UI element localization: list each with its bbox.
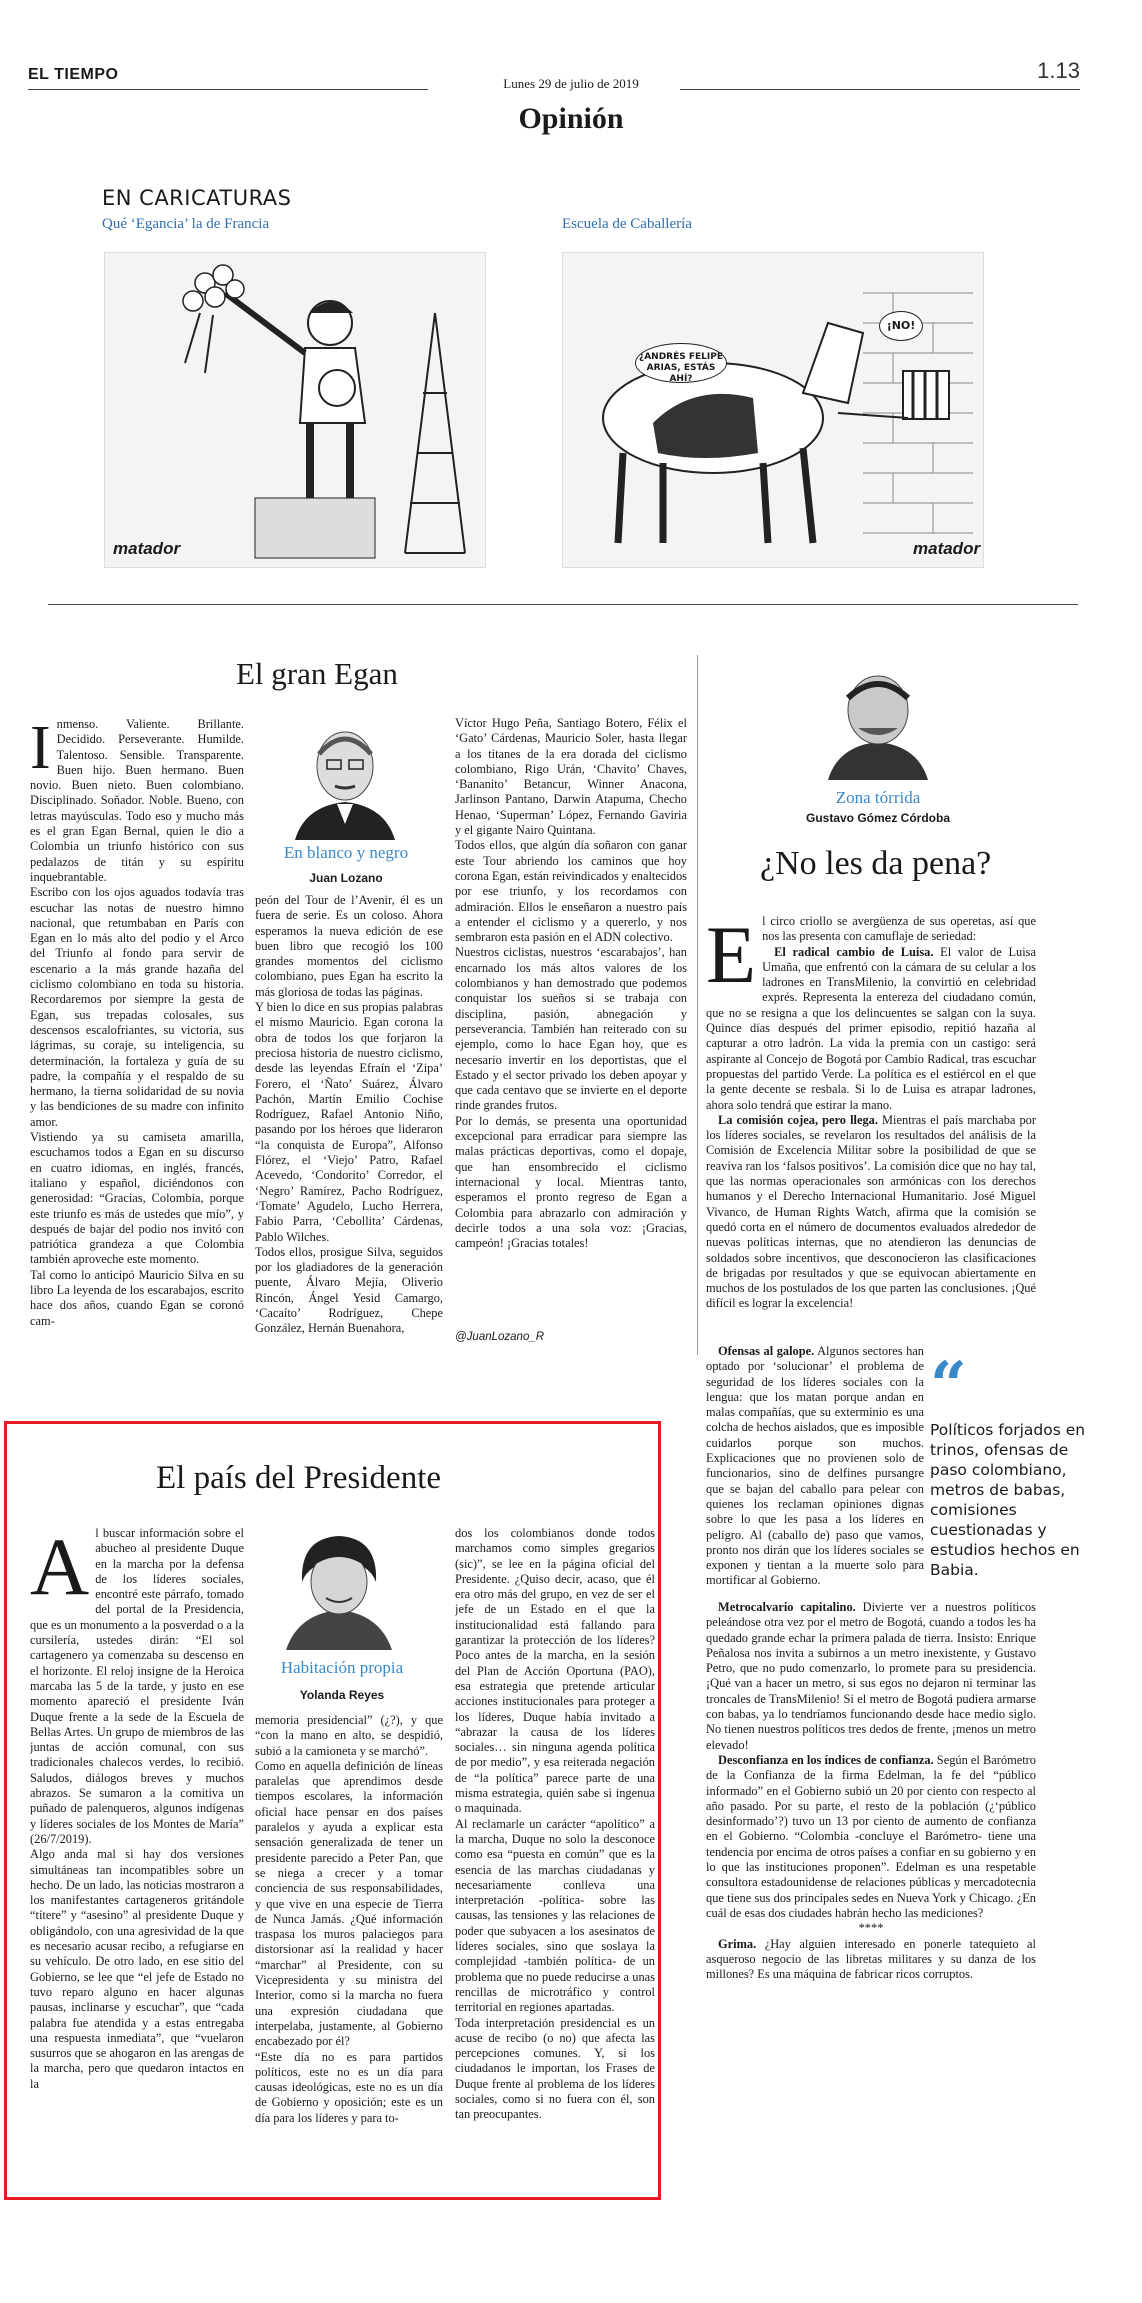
egan-col1-text: nmenso. Valiente. Brillante. Decidido. Perseverante. Humilde. Talentoso. Sensible. Transparente. Buen hijo. Buen hermano. Buen novio. Buen nieto. Buen colombiano. Disciplinado. Soñador. Noble. Bueno, con letras mayúsculas. Todo eso y mucho más es el gran Egan Bernal, quien le dio a Colombia un triunfo histórico con sus pedalazos de titán y su espíritu inquebrantable. Escribo con los ojos aguados todavía tras escuchar las notas de nuestro himno nacional, que retumbaban en París con Egan en lo más alto del podio y el Arco del Triunfo al fondo para servir de escenario a la más grande hazaña del ciclismo colombiano en toda su historia. Recordaremos por siempre la gesta de Egan, sus trepadas colosales, sus descensos escalofriantes, su victoria, sus lágrimas, su coraje, su inteligencia, su determinación, la fortaleza y guía de su padre, la compañía y el respaldo de su hermano, la tierna solidaridad de su novia y las bendiciones de su madre con infinito amor. Vistiendo ya su camiseta amarilla, escuchamos todos a Egan en su discurso en cuatro idiomas, en inglés, francés, italiano y español, diciéndonos con generosidad: “Gracias, Colombia, porque este triunfo es más de ustedes que mío”, y después de bajar del podio nos invitó con patriótica grandeza a que Colombia también aproveche este momento. Tal como lo anticipó Mauricio Silva en su libro La leyenda de los escarabajos, escrito hace dos años, cuando Egan se coronó cam- (30, 717, 244, 1328)
egan-headline: El gran Egan (236, 656, 398, 691)
speech-bubble-1 (635, 343, 727, 383)
pais-author: Yolanda Reyes (299, 1688, 385, 1702)
pena-p2-title: La comisión cojea, pero llega. (718, 1112, 878, 1127)
yolanda-reyes-photo (278, 1524, 400, 1650)
pena-p6-text: ¿Hay alguien interesado en ponerle tatequieto al asqueroso negocio de las libretas militares y su danza de los millones? Es una máquina de fabricar ricos corruptos. (706, 1936, 1036, 1982)
pena-author: Gustavo Gómez Córdoba (805, 811, 951, 825)
pena-separator: **** (858, 1921, 884, 1936)
pais-column-name: Habitación propia (280, 1658, 404, 1677)
pena-intro: l circo criollo se avergüenza de sus operetas, así que nos las presenta con camuflaje de seriedad: (762, 914, 1036, 944)
pena-p2-text: Mientras el país marchaba por los líderes sociales, se revelaron los resultados del análisis de la Comisión de Excelencia Militar sobre la posibilidad de que se reaviva ran los ‘falsos positivos’. La comisión dice que no hay tal, que las normas operacionales son armónicas con los derechos humanos y el Derecho Internacional Humanitario. José Miguel Vivanco, de Human Rights Watch, afirma que la comisión se quedó corta en el número de documentos evaluados alrededor de nuevas políticas internas, que no atendieron las denuncias de soldados sobre incentivos, que desconocieron las clasificaciones de brigadas por resultados y que se equivocan abiertamente en muchos de los postulados de los que parten las conclusiones. ¡Qué difícil es lograr la excelencia! (706, 1112, 1036, 1311)
pena-pull-quote: Políticos forjados en trinos, ofensas de paso colombiano, metros de babas, comisiones cuestionadas y estudios hechos en Babia. (930, 1421, 1086, 1579)
egan-twitter-handle[interactable]: @JuanLozano_R (455, 1331, 545, 1343)
caricature-left-image (104, 252, 486, 568)
egan-col2-text: peón del Tour de l’Avenir, él es un fuera de serie. Es un coloso. Ahora esperamos la nueva edición de ese buen libro que recogió los 100 grandes momentos del ciclismo colombiano, pues Egan ha escrito la más gloriosa de todas las páginas. Y bien lo dice en sus propias palabras el mismo Mauricio. Egan corona la obra de todos los que forjaron la preciosa historia de nuestro ciclismo, desde las leyendas Efraín el ‘Zipa’ Forero, el ‘Ñato’ Suárez, Álvaro Pachón, Martín Emilio Cochise Rodríguez, Rafael Antonio Niño, pasando por los héroes que lideraron “la conquista de Europa”, Alfonso Flórez, el ‘Viejo’ Patro, Rafael Acevedo, ‘Condorito’ Corredor, el ‘Negro’ Ramírez, Pacho Rodríguez, ‘Tomate’ Agudelo, Lucho Herrera, Fabio Parra, ‘Cebollita’ Cárdenas, Pablo Wilches. Todos ellos, prosigue Silva, seguidos por los gladiadores de la generación puente, Álvaro Mejía, Oliverio Rincón, Ángel Yesid Camargo, ‘Cacaíto’ Rodríguez, Chepe González, Hernán Buenahora, (255, 893, 443, 1336)
pena-column-lower (706, 1344, 924, 1600)
pena-p5-title: Desconfianza en los índices de confianza. (718, 1752, 934, 1767)
pena-p4-title: Metrocalvario capitalino. (718, 1600, 856, 1614)
gustavo-gomez-photo (822, 662, 934, 780)
header-rule-left (28, 89, 428, 90)
speech-bubble-1-text: ¿ANDRÉS FELIPE ARIAS, ESTÁS AHÍ? (638, 352, 723, 384)
masthead-logo: EL TIEMPO (28, 66, 119, 83)
pais-column-2 (255, 1713, 443, 2178)
pena-p6-title: Grima. (718, 1936, 757, 1951)
egan-dropcap: I (30, 717, 51, 782)
pais-headline: El país del Presidente (156, 1460, 442, 1496)
caricature-left-caption: Qué ‘Egancia’ la de Francia (102, 216, 270, 232)
pena-column (706, 914, 1036, 1344)
egan-rule-vertical (697, 655, 698, 1355)
juan-lozano-photo (285, 714, 405, 840)
pais-col2-text: memoria presidencial” (¿?), y que “con la mano en alto, se despidió, subió a la camioneta y se marchó”. Como en aquella definición de líneas paralelas que aprendimos desde tiempos escolares, la información oficial hace pensar en dos países paralelos y ayuda a explicar esta sensación generalizada de tener un presidente parecido a Peter Pan, que se niega a crecer y a tomar conciencia de sus responsabilidades, y que vive en una especie de Tierra de Nunca Jamás. ¿Qué información traspasa los muros palaciegos para distorsionar así la realidad y hacer “marchar” al Presidente, con su Vicepresidenta y su ministra del Interior, como si la marcha no fuera una expresión ciudadana que interpelaba, justamente, al Gobierno encabezado por él? “Este día no es para partidos políticos, este no es un día para causas ideológicas, este no es un día de Gobierno y oposición; este es un día para los líderes y para to- (255, 1713, 443, 2125)
pais-column-3 (455, 1526, 655, 2178)
pena-p3-text: Algunos sectores han optado por ‘solucionar’ el problema de seguridad de los líderes sociales con la lengua: que los matan porque andan en malas compañías, que su exterminio es una colcha de hechos aislados, que es imposible cuidarlos porque son muchos. Explicaciones que no provienen solo de funcionarios, sino de delfines pursangre que se bajan del caballo para pelear con quienes los reclaman opiniones dignas sobre lo que les pasa a los líderes en peligro. Al (caballo de) paso que vamos, pronto nos dirán que los líderes sociales se exponen y tientan a la muerte solo para mortificar al Gobierno. (706, 1344, 924, 1588)
pais-dropcap: A (30, 1526, 90, 1612)
pena-p5-text: Según el Barómetro de la Confianza de la firma Edelman, la fe del “público informado” en el Gobierno subió un 20 por ciento con respecto al año pasado. Por su parte, el resto de la población (¿‘público desinformado’?) tuvo un 13 por ciento de aumento de confianza en el Gobierno. “Colombia -concluye el Barómetro- tiene una tendencia por encima de otros países a confiar en su gobierno y en lo que las instituciones proponen”. Edelman es una respetable consultora estadounidense de relaciones públicas y mercadotecnia que tiene sus dos principales sedes en Nueva York y Chicago. ¿En cuál de esas dos ciudades habrán hecho las mediciones? (706, 1752, 1036, 1920)
egan-column-name: En blanco y negro (283, 843, 409, 862)
caricature-right-signature: matador (913, 539, 981, 558)
caricature-left-signature: matador (113, 539, 181, 558)
egan-author: Juan Lozano (309, 871, 383, 885)
pena-headline: ¿No les da pena? (760, 845, 992, 882)
quote-mark-icon: “ (930, 1348, 967, 1423)
pena-dropcap: E (706, 914, 757, 1000)
egan-column-1 (30, 717, 244, 1347)
pais-col3-text: dos los colombianos donde todos marchamos como simples gregarios (sic)”, se lee en la página oficial del Presidente. ¿Quiso decir, acaso, que él era otro más del grupo, en vez de ser el jefe de un Estado en el que la institucionalidad está fallando para garantizar la protección de los líderes? Poco antes de la marcha, en la sesión del Plan de Acción Oportuna (PAO), esa estrategia que pretende articular acciones institucionales para proteger a los líderes, Duque había invitado a “abrazar la causa de los líderes sociales… sin ninguna agenda política de por medio”, y esa reiterada negación de “la política” parece parte de una misma estrategia, quién sabe si ingenua o maquinada. Al reclamarle un carácter “apolítico” a la marcha, Duque no solo la desconoce como esa “puesta en común” que es la esencia de las marchas ciudadanas y necesariamente conlleva una interpretación -política- sobre las causas, las tensiones y las relaciones de poder que subyacen a los asesinatos de líderes sociales, sino que soslaya la complejidad -también política- de un problema que no puede reducirse a unas rencillas de microtráfico y control territorial en regiones apartadas. Toda interpretación presidencial es un acuse de recibo (o no) que afecta las percepciones comunes. Y, si los ciudadanos le importan, los Frases de Duque frente al problema de los líderes sociales, como si no fuera con él, son tan preocupantes. (455, 1526, 655, 2122)
pena-p3-title: Ofensas al galope. (718, 1344, 815, 1358)
caricature-right-image (562, 252, 984, 568)
pena-p1-title: El radical cambio de Luisa. (774, 944, 934, 959)
page-number: 1.13 (1037, 58, 1080, 83)
pais-column-1 (30, 1526, 244, 2178)
dateline: Lunes 29 de julio de 2019 (503, 76, 639, 91)
egan-column-3 (455, 716, 687, 1320)
caricature-right-caption: Escuela de Caballería (562, 216, 692, 232)
pena-p4-text: Divierte ver a nuestros políticos peleándose otra vez por el metro de Bogotá, cuando a todos les ha quedado grande echar la primera palada de tierra. Insisto: Enrique Peñalosa nos invita a subirnos a un metro inexistente, y Gustavo Petro, que no pudo comenzarlo, lo promete para su presidencia. ¡Qué van a hacer un metro, si sus egos no dejaron ni terminar las troncales de TransMilenio! Si el metro de Bogotá pudiera armarse con babas, ya lo tendríamos funcionando desde hace medio siglo. No tienen nuestros políticos tres dedos de frente, ¡menos un metro elevado! (706, 1600, 1036, 1752)
pena-column-name: Zona tórrida (835, 788, 921, 807)
speech-bubble-2-text: ¡NO! (886, 319, 916, 332)
caricatures-heading: EN CARICATURAS (102, 186, 292, 210)
egan-col3-text: Víctor Hugo Peña, Santiago Botero, Félix el ‘Gato’ Cárdenas, Mauricio Soler, hasta llegar a los titanes de la era dorada del ciclismo colombiano, Rigo Urán, ‘Chavito’ Chaves, ‘Bananito’ Betancur, Winner Anacona, Jarlinson Pantano, Darwin Atapuma, Checho Henao, ‘Superman’ López, Fernando Gaviria y el gigante Nairo Quintana. Todos ellos, que algún día soñaron con ganar este Tour abriendo los caminos que hoy corona Egan, están reivindicados y enaltecidos por ese triunfo, y los recordamos con admiración. Ellos le enseñaron a nuestro país a entender el ciclismo y a quererlo, y nos sembraron esta pasión en el ADN colectivo. Nuestros ciclistas, nuestros ‘escarabajos’, han encarnado los más altos valores de los colombianos y han demostrado que podemos conquistar los sueños si se trabaja con disciplina, pasión, abnegación y perseverancia. También han reiterado con su ejemplo, como lo hace Egan hoy, que es necesario invertir en los deportistas, que el Estado y el sector privado los deben apoyar y que cada centavo que se invierte en el deporte rinde grandes frutos. Por lo demás, se presenta una oportunidad excepcional para erradicar para siempre las malas prácticas deportivas, como el dopaje, que han ensombrecido el ciclismo internacional y local. Mientras tanto, esperamos el pronto regreso de Egan a Colombia para abrazarlo con admiración y decirle todos a una sola voz: ¡Gracias, campeón! ¡Gracias totales! (455, 716, 687, 1251)
pais-col1-text: l buscar información sobre el abucheo al presidente Duque en la marcha por la defensa de los líderes sociales, encontré este párrafo, tomado del portal de la Presidencia, que es un monumento a la posverdad o a la cursilería, ustedes dirán: “El sol cartagenero ya comenzaba su descenso en el horizonte. El reloj insigne de la Heroica marcaba las 5 de la tarde, y justo en ese momento apareció el presidente Iván Duque frente a la sede de la Escuela de Bellas Artes. Un grupo de miembros de las juntas de acción comunal, con sus tradicionales chalecos verdes, lo recibió. Saludos, diálogos breves y muchos abrazos. Se sumaron a la comitiva un puñado de palenqueros, algunos indígenas y líderes sociales de los Montes de María” (26/7/2019). Algo anda mal si hay dos versiones simultáneas tan incompatibles sobre un hecho. De un lado, las noticias mostraron a los manifestantes cartageneros gritándole “títere” y “asesino” al presidente Duque y obligándolo, con una agresividad de la que es necesario acusar recibo, a refugiarse en su vehículo. De otro lado, en ese sitio del Gobierno, se lee que “el jefe de Estado no tuvo reparo alguno en hacer algunas pausas, inclinarse y escuchar”, que “cada palabra fue atendida y a estas entregaba una respuesta inmediata”, que “vuelaron susurros que se ahogaron en las arengas de la marcha, pero que quedaron intactos en la (30, 1526, 244, 2091)
speech-bubble-2 (879, 311, 923, 341)
caricatures-bottom-rule (48, 604, 1078, 605)
pena-column-bottom (706, 1600, 1036, 2180)
pena-p1-text: El valor de Luisa Umaña, que enfrentó con la cámara de su celular a los ladrones en TransMilenio, la convirtió en celebridad exprés. Representa la entereza del ciudadano común, que no se resigna a que los delincuentes se salgan con la suya. Quince días después del primer episodio, repitió hazaña al capturar a otro ladrón. La vida la premia con un castigo: será aspirante al Concejo de Bogotá por Cambio Radical, tras escuchar propuestas del partido Verde. La política es el estiércol en el que la gente decente se resbala. Si lo de Luisa es atrapar ladrones, ahora solo tendrá que estirar la mano. (706, 944, 1036, 1112)
header-rule-right (680, 89, 1080, 90)
section-title: Opinión (518, 102, 624, 135)
egan-column-2 (255, 893, 443, 1347)
